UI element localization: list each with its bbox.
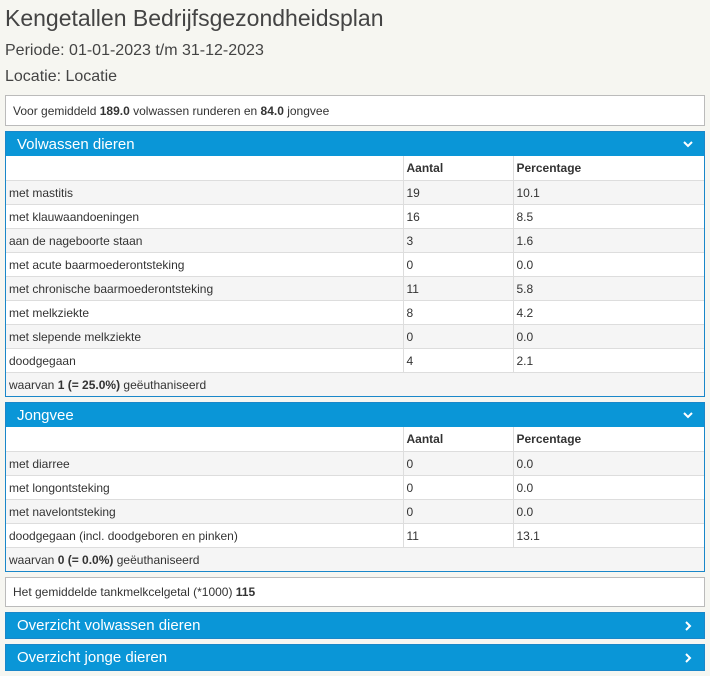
row-aantal: 8 [403, 301, 513, 325]
table-row [6, 500, 704, 524]
row-aantal: 11 [403, 277, 513, 301]
column-header-percentage: Percentage [513, 156, 704, 181]
row-percentage: 0.0 [513, 452, 704, 476]
locatie-label: Locatie: Locatie [5, 68, 118, 85]
volwassen-panel-header[interactable] [6, 132, 704, 156]
row-label: met mastitis [6, 181, 403, 205]
row-percentage: 10.1 [513, 181, 704, 205]
table-row [6, 325, 704, 349]
row-label: met navelontsteking [6, 500, 403, 524]
summary-jongvee-count: 84.0 [260, 103, 284, 118]
table-row [6, 349, 704, 373]
footer-prefix: waarvan [9, 377, 55, 392]
row-aantal: 0 [403, 476, 513, 500]
table-header-row [6, 156, 704, 181]
volwassen-euthanized-note [6, 373, 704, 396]
chevron-down-icon [682, 138, 694, 150]
row-percentage: 0.0 [513, 500, 704, 524]
volwassen-table [6, 156, 704, 373]
table-row [6, 205, 704, 229]
tankmelk-value: 115 [235, 585, 256, 599]
table-row [6, 452, 704, 476]
jongvee-euthanized-note [6, 548, 704, 571]
footer-value: 1 (= 25.0%) [57, 377, 121, 392]
row-label: met melkziekte [6, 301, 403, 325]
tankmelk-box [5, 577, 705, 607]
table-row [6, 229, 704, 253]
chevron-right-icon [682, 620, 694, 632]
footer-prefix: waarvan [9, 552, 55, 567]
row-aantal: 16 [403, 205, 513, 229]
overzicht-volwassen-label: Overzicht volwassen dieren [17, 617, 201, 634]
jongvee-panel-title: Jongvee [17, 406, 74, 424]
table-row [6, 181, 704, 205]
column-header-aantal: Aantal [403, 427, 513, 452]
row-aantal: 0 [403, 253, 513, 277]
footer-value: 0 (= 0.0%) [57, 552, 114, 567]
row-label: met longontsteking [6, 476, 403, 500]
row-aantal: 0 [403, 325, 513, 349]
footer-suffix: geëuthaniseerd [116, 552, 200, 567]
summary-box [5, 95, 705, 126]
row-label: doodgegaan (incl. doodgeboren en pinken) [6, 524, 403, 548]
row-percentage: 0.0 [513, 253, 704, 277]
table-row [6, 301, 704, 325]
row-percentage: 4.2 [513, 301, 704, 325]
summary-volwassen-count: 189.0 [99, 103, 130, 118]
row-aantal: 0 [403, 500, 513, 524]
table-row [6, 476, 704, 500]
jongvee-panel [5, 402, 705, 572]
tankmelk-label: Het gemiddelde tankmelkcelgetal (*1000) [13, 585, 236, 599]
row-aantal: 0 [403, 452, 513, 476]
periode-label: Periode: 01-01-2023 t/m 31-12-2023 [5, 42, 264, 59]
row-percentage: 5.8 [513, 277, 704, 301]
row-label: met klauwaandoeningen [6, 205, 403, 229]
row-aantal: 11 [403, 524, 513, 548]
row-percentage: 8.5 [513, 205, 704, 229]
row-percentage: 1.6 [513, 229, 704, 253]
jongvee-table [6, 427, 704, 548]
column-header-aantal: Aantal [403, 156, 513, 181]
row-percentage: 0.0 [513, 476, 704, 500]
summary-prefix: Voor gemiddeld [13, 103, 100, 118]
table-row [6, 253, 704, 277]
column-header [6, 156, 403, 181]
volwassen-panel-title: Volwassen dieren [17, 135, 135, 153]
row-label: aan de nageboorte staan [6, 229, 403, 253]
chevron-right-icon [682, 652, 694, 664]
row-label: met slepende melkziekte [6, 325, 403, 349]
row-aantal: 3 [403, 229, 513, 253]
summary-suffix: jongvee [283, 103, 330, 118]
page-title: Kengetallen Bedrijfsgezondheidsplan [5, 5, 384, 31]
chevron-down-icon [682, 409, 694, 421]
row-aantal: 4 [403, 349, 513, 373]
row-percentage: 13.1 [513, 524, 704, 548]
column-header-percentage: Percentage [513, 427, 704, 452]
footer-suffix: geëuthaniseerd [123, 377, 207, 392]
row-aantal: 19 [403, 181, 513, 205]
overzicht-jonge-label: Overzicht jonge dieren [17, 649, 168, 666]
jongvee-panel-header[interactable] [6, 403, 704, 427]
summary-middle: volwassen runderen en [129, 103, 261, 118]
row-label: met acute baarmoederontsteking [6, 253, 403, 277]
table-header-row [6, 427, 704, 452]
row-percentage: 2.1 [513, 349, 704, 373]
overzicht-volwassen-link[interactable] [5, 612, 705, 639]
column-header [6, 427, 403, 452]
table-row [6, 277, 704, 301]
row-label: doodgegaan [6, 349, 403, 373]
row-label: met chronische baarmoederontsteking [6, 277, 403, 301]
table-row [6, 524, 704, 548]
row-label: met diarree [6, 452, 403, 476]
row-percentage: 0.0 [513, 325, 704, 349]
volwassen-panel [5, 131, 705, 397]
overzicht-jonge-link[interactable] [5, 644, 705, 671]
